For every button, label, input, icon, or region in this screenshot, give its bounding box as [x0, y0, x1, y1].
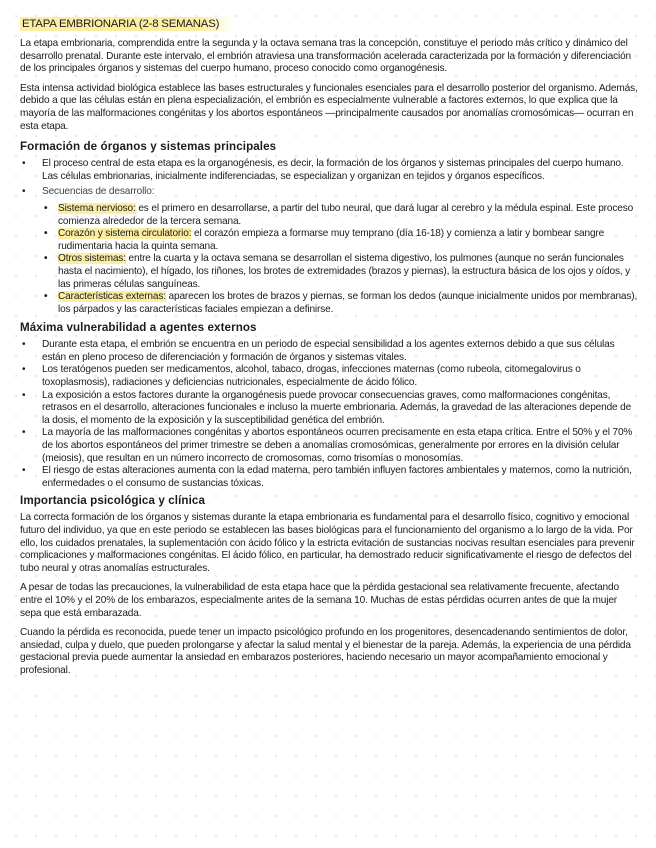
list-item: • El proceso central de esta etapa es la organogénesis, es decir, la formación de los órganos y sistemas principales del cuerpo humano. Las células embrionarias, inicialmente indiferenciadas, se especializan y organizan en tejidos y órganos específicos.	[20, 158, 640, 183]
list-item: • La mayoría de las malformaciones congénitas y abortos espontáneos ocurren precisamente en esta etapa crítica. Entre el 50% y el 70% de los abortos espontáneos del primer trimestre se deben a anomalías cromosómicas, generalmente por errores en la división celular (meiosis), que resultan en un número incorrecto de cromosomas, como trisomías o monosomías.	[20, 427, 640, 465]
sublist-item	[42, 291, 640, 316]
sublist-item	[42, 228, 640, 253]
list-item: • Los teratógenos pueden ser medicamentos, alcohol, tabaco, drogas, infecciones maternas (como rubeola, citomegalovirus o toxoplasmosis), radiaciones y deficiencias nutricionales, especialmente de ácido fólico.	[20, 364, 640, 389]
sequence-label: Secuencias de desarrollo:	[42, 186, 155, 198]
list-item: • El riesgo de estas alteraciones aumenta con la edad materna, pero también influyen factores ambientales y maternos, como la nutrición, enfermedades o el consumo de sustancias tóxicas.	[20, 465, 640, 490]
highlighted-term: Otros sistemas:	[58, 253, 126, 265]
clinical-paragraph-2: A pesar de todas las precauciones, la vulnerabilidad de esta etapa hace que la pérdida gestacional sea relativamente frecuente, afectando entre el 10% y el 20% de los embarazos, especialmente antes de la semana 10. Muchas de estas pérdidas ocurren antes de que la mujer sepa que está embarazada.	[20, 582, 619, 619]
highlighted-term: Sistema nervioso:	[58, 202, 136, 214]
sublist-item-text: entre la cuarta y la octava semana se desarrollan el sistema digestivo, los pulmones (aunque no serán funcionales hasta el nacimiento), el hígado, los riñones, los brotes de extremidades (brazos y piernas), la estructura básica de los ojos y oídos, y las primeras células sanguíneas.	[58, 253, 631, 290]
organogenesis-list	[20, 158, 640, 316]
intro-paragraph-1: La etapa embrionaria, comprendida entre la segunda y la octava semana tras la concepción, constituye el periodo más crítico y dinámico del desarrollo prenatal. Durante este intervalo, el embrión atraviesa una transformación acelerada caracterizada por la formación y diferenciación de los principales órganos y sistemas del cuerpo humano, proceso conocido como organogénesis.	[20, 38, 632, 75]
vulnerability-list	[20, 339, 640, 490]
sublist-item	[42, 253, 640, 291]
intro-paragraph-2: Esta intensa actividad biológica establece las bases estructurales y funcionales esenciales para el desarrollo posterior del organismo. Además, debido a que las células están en plena especialización, el embrión es especialmente vulnerable a factores externos, lo que explica que la mayoría de las malformaciones congénitas y los abortos espontáneos —principalmente causados por anomalías cromosómicas— ocurran en esta etapa.	[20, 82, 638, 132]
sequence-sublist	[42, 203, 640, 316]
sublist-item-text: aparecen los brotes de brazos y piernas, se forman los dedos (aunque inicialmente unidos por membranas), los párpados y las características faciales empiezan a definirse.	[58, 291, 638, 315]
list-item: • Durante esta etapa, el embrión se encuentra en un periodo de especial sensibilidad a los agentes externos debido a que sus células están en pleno proceso de diferenciación y formación de órganos y sistemas vitales.	[20, 339, 640, 364]
sublist-item-text: el corazón empieza a formarse muy temprano (día 16-18) y comienza a latir y bombear sangre rudimentaria hacia la quinta semana.	[58, 228, 605, 252]
list-item-sequences	[20, 186, 640, 316]
clinical-paragraph-3: Cuando la pérdida es reconocida, puede tener un impacto psicológico profundo en los progenitores, desencadenando sentimientos de dolor, ansiedad, culpa y duelo, que pueden prolongarse y afectar la salud mental y el bienestar de la pareja. Además, la experiencia de una pérdida gestacional previa puede aumentar la ansiedad en embarazos posteriores, haciendo necesario un mayor acompañamiento emocional y profesional.	[20, 627, 631, 676]
sublist-item-text: es el primero en desarrollarse, a partir del tubo neural, que dará lugar al cerebro y la médula espinal. Este proceso comienza alrededor de la tercera semana.	[58, 202, 634, 227]
clinical-paragraph-1: La correcta formación de los órganos y sistemas durante la etapa embrionaria es fundamental para el desarrollo físico, cognitivo y emocional futuro del individuo, ya que en este periodo se establecen las bases biológicas para el funcionamiento del organismo a lo largo de la vida. Por ello, los cuidados prenatales, la suplementación con ácido fólico y la estricta evitación de sustancias nocivas resultan esenciales para prevenir complicaciones y malformaciones congénitas. El ácido fólico, en particular, ha demostrado reducir significativamente el riesgo de defectos del tubo neural y otras anomalías estructurales.	[20, 512, 635, 574]
list-item: • La exposición a estos factores durante la organogénesis puede provocar consecuencias graves, como malformaciones congénitas, retrasos en el desarrollo, alteraciones funcionales e incluso la muerte embrionaria. Además, la gravedad de las alteraciones depende de la dosis, el momento de la exposición y la susceptibilidad genética del embrión.	[20, 390, 640, 428]
sublist-item	[42, 203, 640, 228]
document-title: ETAPA EMBRIONARIA (2-8 SEMANAS)	[20, 17, 233, 31]
section-heading-clinical: Importancia psicológica y clínica	[20, 494, 205, 508]
highlighted-term: Corazón y sistema circulatorio:	[58, 228, 192, 240]
section-heading-vulnerability: Máxima vulnerabilidad a agentes externos	[20, 321, 257, 335]
section-heading-organogenesis: Formación de órganos y sistemas principales	[20, 140, 277, 154]
highlighted-term: Características externas:	[58, 291, 166, 303]
